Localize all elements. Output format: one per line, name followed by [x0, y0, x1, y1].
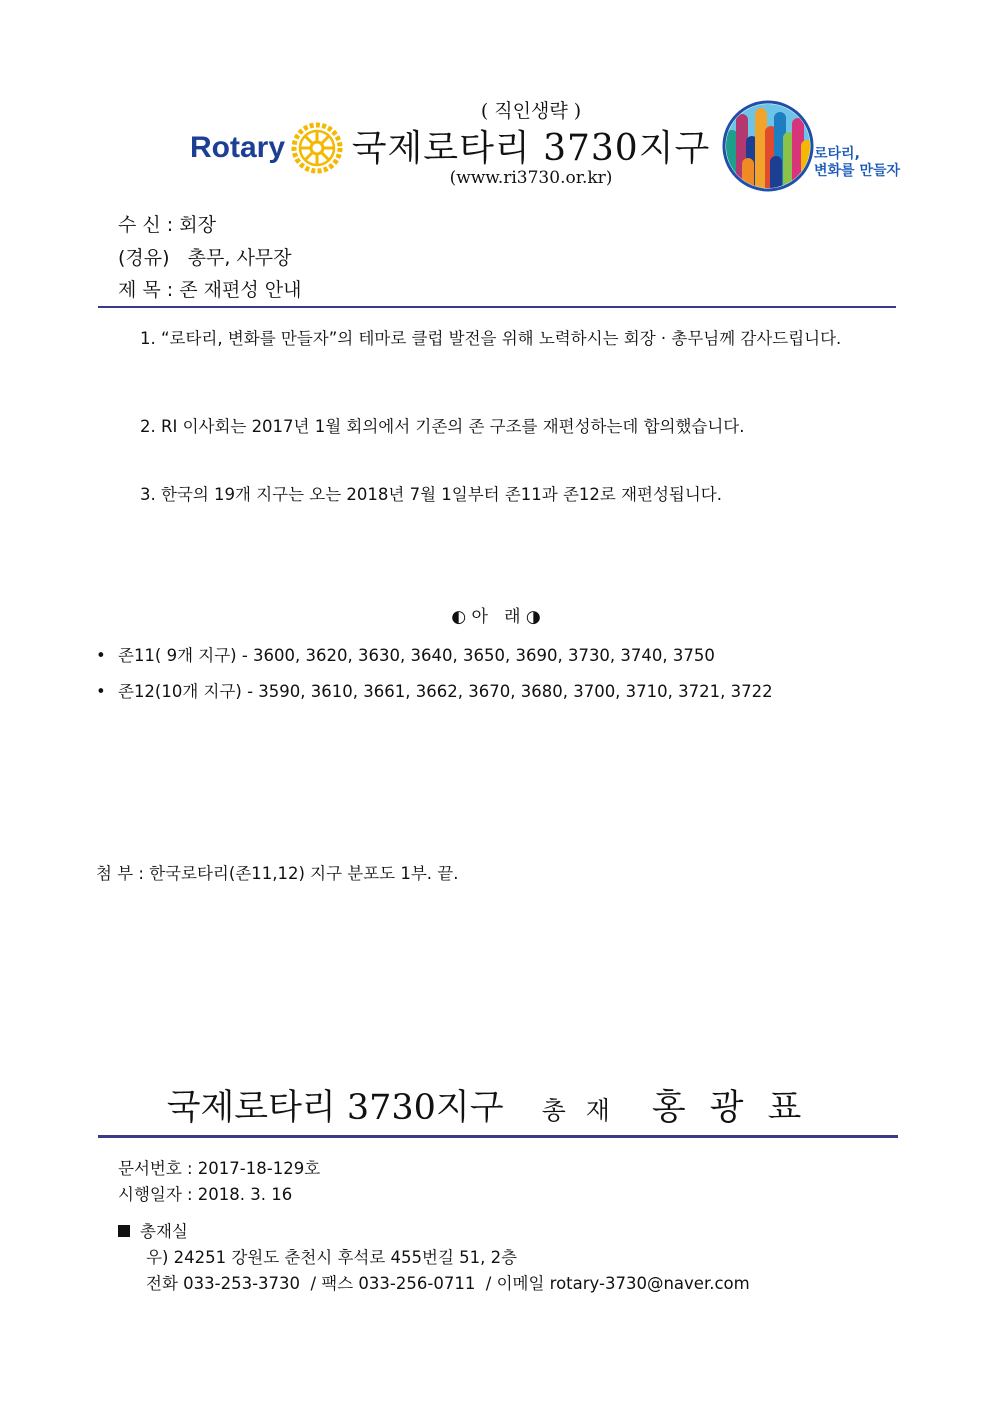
attachment-line: 첨 부 : 한국로타리(존11,12) 지구 분포도 1부. 끝.: [96, 864, 459, 883]
issue-date: 시행일자 : 2018. 3. 16: [118, 1185, 293, 1204]
theme-logo-circle-icon: [722, 100, 814, 192]
recipient-line: 수 신 : 회장: [118, 214, 216, 236]
header-divider: [98, 306, 896, 308]
bullet-icon: •: [96, 682, 106, 701]
paragraph-1: 1. “로타리, 변화를 만들자”의 테마로 클럽 발전을 위해 노력하시는 회장 · 총무님께 감사드립니다.: [140, 329, 842, 348]
contact-line: 전화 033-253-3730 / 팩스 033-256-0711 / 이메일 rotary-3730@naver.com: [146, 1274, 750, 1293]
via-line: (경유) 총무, 사무장: [118, 247, 292, 269]
footer-role: 총재: [541, 1096, 630, 1125]
black-square-icon: [118, 1225, 130, 1237]
footer-signature: [0, 1080, 992, 1130]
zone-11-text: 존11( 9개 지구) - 3600, 3620, 3630, 3640, 3650, 3690, 3730, 3740, 3750: [118, 646, 715, 665]
seal-omitted-note: ( 직인생략 ): [480, 100, 582, 122]
below-heading: ◐ 아 래 ◑: [451, 607, 541, 627]
footer-name: 홍광표: [651, 1088, 826, 1128]
zone-list-item: [96, 642, 715, 666]
theme-logo-text: [814, 146, 900, 180]
theme-logo-text-line1: 로타리,: [814, 146, 860, 162]
doc-number: 문서번호 : 2017-18-129호: [118, 1159, 321, 1178]
paragraph-3: 3. 한국의 19개 지구는 오는 2018년 7월 1일부터 존11과 존12로 재편성됩니다.: [140, 485, 722, 504]
footer-divider: [98, 1135, 898, 1138]
subject-line: 제 목 : 존 재편성 안내: [118, 279, 302, 301]
office-name: 총재실: [140, 1222, 188, 1241]
paragraph-2: 2. RI 이사회는 2017년 1월 회의에서 기존의 존 구조를 재편성하는데 합의했습니다.: [140, 417, 745, 436]
address-line: 우) 24251 강원도 춘천시 후석로 455번길 51, 2층: [146, 1248, 518, 1267]
website-url: (www.ri3730.or.kr): [449, 168, 613, 188]
footer-org: 국제로타리 3730지구: [166, 1088, 504, 1128]
page-title: 국제로타리 3730지구: [351, 128, 711, 169]
zone-list-item: [96, 678, 773, 702]
office-heading: [118, 1218, 188, 1242]
bullet-icon: •: [96, 646, 106, 665]
theme-logo-text-line2: 변화를 만들자: [814, 163, 901, 179]
rotary-logo-text: Rotary: [190, 131, 286, 164]
zone-12-text: 존12(10개 지구) - 3590, 3610, 3661, 3662, 3670, 3680, 3700, 3710, 3721, 3722: [118, 682, 773, 701]
